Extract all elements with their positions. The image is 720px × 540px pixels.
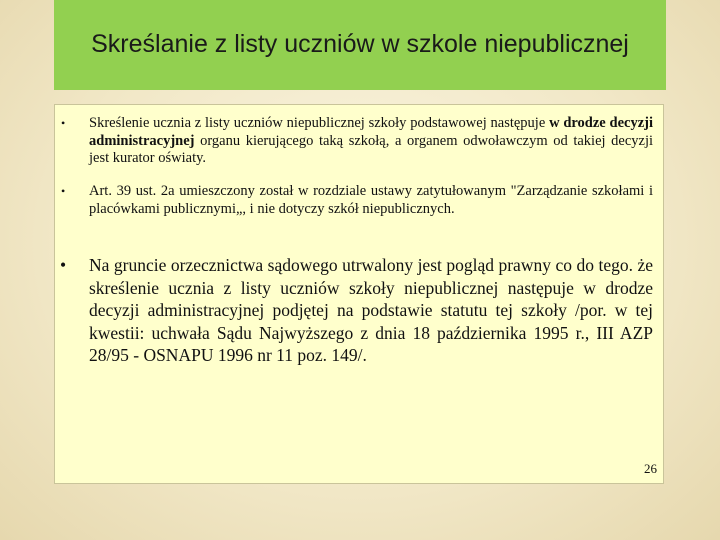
bullet-marker: • bbox=[60, 255, 67, 275]
content-box bbox=[54, 104, 664, 484]
bullet-marker: • bbox=[61, 184, 66, 198]
page-number: 26 bbox=[644, 461, 657, 476]
bullet-text-1-part-b: organu kierującego taką szkołą, a organem odwoławczym od takiej decyzji jest kurator oświaty. bbox=[89, 132, 653, 166]
bullet-text-2: Art. 39 ust. 2a umieszczony został w rozdziale ustawy zatytułowanym "Zarządzanie szkołami i placówkami publicznymi„, i nie dotyczy szkół niepublicznych. bbox=[89, 183, 653, 217]
bullet-text-1-bold: w drodze decyzji administracyjnej bbox=[89, 115, 654, 149]
bullet-text-1-part-a: Skreślenie ucznia z listy uczniów niepublicznej szkoły podstawowej następuje bbox=[89, 115, 550, 131]
bullet-text-1 bbox=[89, 115, 653, 168]
slide-title: Skreślanie z listy uczniów w szkole niepublicznej bbox=[91, 29, 629, 58]
bullet-marker: • bbox=[61, 116, 66, 130]
slide-title-bar bbox=[54, 0, 666, 90]
bullet-text-3: Na gruncie orzecznictwa sądowego utrwalony jest pogląd prawny co do tego. że skreślenie ucznia z listy uczniów szkoły niepublicznej następuje w drodze decyzji administracyjnej podjętej na podstawie statutu tej szkoły /por. w tej kwestii: uchwała Sądu Najwyższego z dnia 18 października 1995 r., III AZP 28/95 - OSNAPU 1996 nr 11 poz. 149/. bbox=[89, 255, 653, 365]
